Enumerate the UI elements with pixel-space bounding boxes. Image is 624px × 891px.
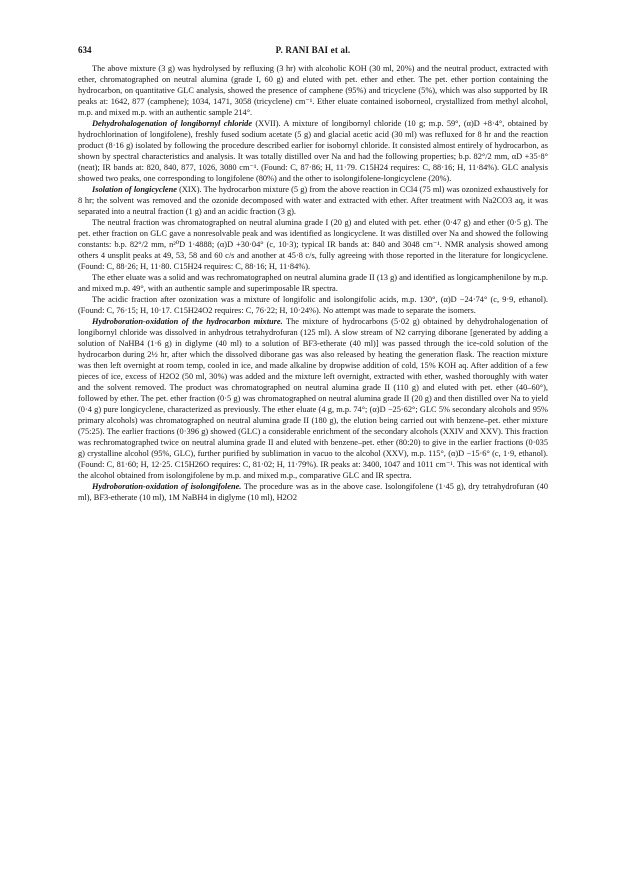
paragraph-text: The mixture of hydrocarbons (5·02 g) obtained by dehydrohalogenation of longibornyl chloride was dissolved in anhydrous tetrahydrofuran (125 ml). A slow stream of N2 carrying diborane [generated by adding a solution of NaHB4 (1·6 g) in diglyme (40 ml) to a solution of BF3-etherate (40 ml)] was passed through the ice-cold solution of the hydrocarbon during 2½ hr, after which the dissolved diborane gas was also released by heating the generation flask. The reaction mixture was then left overnight at room temp, cooled in ice, and made alkaline by dropwise addition of cold, 15% KOH aq. After addition of a few pieces of ice, excess of H2O2 (50 ml, 30%) was added and the mixture left overnight, extracted with ether, washed thoroughly with water and the solvent removed. The product was chromatographed on neutral alumina grade II (110 g) and eluted with pet. ether (40–60°), followed by ether. The pet. ether fraction (0·5 g) was chromatographed on neutral alumina grade II (20 g) and then distilled over Na to yield (0·4 g) pure longicyclene, characterized as previously. The ether eluate (4 g, m.p. 74°; (α)D −25·62°; GLC 5% secondary alcohols and 95% primary alcohols) was chromatographed on neutral alumina grade II (180 g), the elution being carried out with benzene–pet. ether mixture (75:25). The earlier fractions (0·396 g) showed (GLC) a considerable enrichment of the secondary alcohols (XXIV and XXV). This fraction was rechromatographed twice on neutral alumina grade II and eluted with benzene–pet. ether (80:20) to give in the earlier fractions (0·035 g) crystalline alcohol (95%, GLC), further purified by sublimation in vacuo to the alcohol (XXV), m.p. 115°, (α)D −15·6° (c, 1·9, ethanol). (Found: C, 81·60; H, 12·25. C15H26O requires: C, 81·02; H, 11·79%). IR peaks at: 3400, 1047 and 1011 cm⁻¹. This was not identical with the alcohol obtained from isolongifolene by m.p. and mixed m.p., comparative GLC and IR spectra. <box>78 317 548 480</box>
paragraph-text: The above mixture (3 g) was hydrolysed by refluxing (3 hr) with alcoholic KOH (30 ml, 20%) and the neutral product, extracted with ether, chromatographed on neutral alumina (grade I, 60 g) and eluted with pet. ether and ether. The pet. ether portion containing the hydrocarbon, on quantitative GLC analysis, showed the presence of camphene (95%) and tricyclene (5%), which was also supported by IR peaks at: 1642, 877 (camphene); 1034, 1471, 3058 (tricyclene) cm⁻¹. Ether eluate contained isoborneol, crystallized from methyl alcohol, m.p. and mixed m.p. with an authentic sample 214°. <box>78 64 548 117</box>
paragraph-heading: Hydroboration-oxidation of isolongifolene. <box>92 482 242 491</box>
paragraph-acidic-fraction <box>78 294 548 316</box>
paragraph-text: The neutral fraction was chromatographed on neutral alumina grade I (20 g) and eluted with pet. ether (0·47 g) and ether (0·5 g). The pet. ether fraction on GLC gave a nonresolvable peak and was identified as longicyclene. It was distilled over Na and showed the following constants: b.p. 82°/2 mm, n²⁰D 1·4888; (α)D +30·04° (c, 10·3); typical IR bands at: 840 and 3048 cm⁻¹. NMR analysis showed among others 4 unsplit peaks at 49, 53, 58 and 60 c/s and another at 45·8 c/s, fully agreeing with those reported in the literature for longicyclene. (Found: C, 88·26; H, 11·80. C15H24 requires: C, 88·16; H, 11·84%). <box>78 218 548 271</box>
paragraph-text: The procedure was as in the above case. Isolongifolene (1·45 g), dry tetrahydrofuran (40 ml), BF3-etherate (10 ml), 1M NaBH4 in diglyme (10 ml), H2O2 <box>78 482 548 502</box>
page-header <box>78 45 548 63</box>
paragraph-text: The acidic fraction after ozonization was a mixture of longifolic and isolongifolic acids, m.p. 130°, (α)D −24·74° (c, 9·9, ethanol). (Found: C, 76·15; H, 10·17. C15H24O2 requires: C, 76·22; H, 10·24%). No attempt was made to separate the isomers. <box>78 295 548 315</box>
paragraph-dehydrohalogenation <box>78 118 548 184</box>
paragraph-isolation-longicyclene <box>78 184 548 217</box>
paragraph-heading: Hydroboration-oxidation of the hydrocarbon mixture. <box>92 317 283 326</box>
paragraph-text: (XVII). A mixture of longibornyl chloride (10 g; m.p. 59°, (α)D +8·4°, obtained by hydrochlorination of longifolene), freshly fused sodium acetate (5 g) and glacial acetic acid (30 ml) was refluxed for 8 hr and the reaction product (8·16 g) isolated by following the procedure described earlier for isobornyl chloride. It consisted almost entirely of hydrocarbon, as shown by spectral characteristics and analysis. It was totally distilled over Na and had the following properties; b.p. 82°/2 mm, αD +35·8° (neat); IR bands at: 820, 840, 877, 1026, 3080 cm⁻¹. (Found: C, 87·86; H, 11·79. C15H24 requires: C, 88·16; H, 11·84%). GLC analysis showed two peaks, one corresponding to longifolene (80%) and the other to isolongifolene-longicyclene (20%). <box>78 119 548 183</box>
paragraph-neutral-fraction <box>78 217 548 272</box>
paragraph-ether-eluate <box>78 272 548 294</box>
page-number: 634 <box>78 45 92 55</box>
paragraph-hydroboration-mixture <box>78 316 548 481</box>
running-head: P. RANI BAI et al. <box>275 45 351 55</box>
paragraph-heading: Isolation of longicyclene <box>92 185 177 194</box>
paragraph-text: The ether eluate was a solid and was rechromatographed on neutral alumina grade II (13 g) and identified as longicamphenilone by m.p. and mixed m.p. 49°, with an authentic sample and superimposable IR spectra. <box>78 273 548 293</box>
paragraph-text: (XIX). The hydrocarbon mixture (5 g) from the above reaction in CCl4 (75 ml) was ozonized exhaustively for 8 hr; the solvent was removed and the ozonide decomposed with water and extracted with ether. After treatment with Na2CO3 aq, it was separated into a neutral fraction (1 g) and an acidic fraction (3 g). <box>78 185 548 216</box>
paragraph-hydroboration-isolongifolene <box>78 481 548 503</box>
paragraph-camphene-hydrolysis <box>78 63 548 118</box>
document-page <box>78 45 548 503</box>
paragraph-heading: Dehydrohalogenation of longibornyl chloride <box>92 119 253 128</box>
